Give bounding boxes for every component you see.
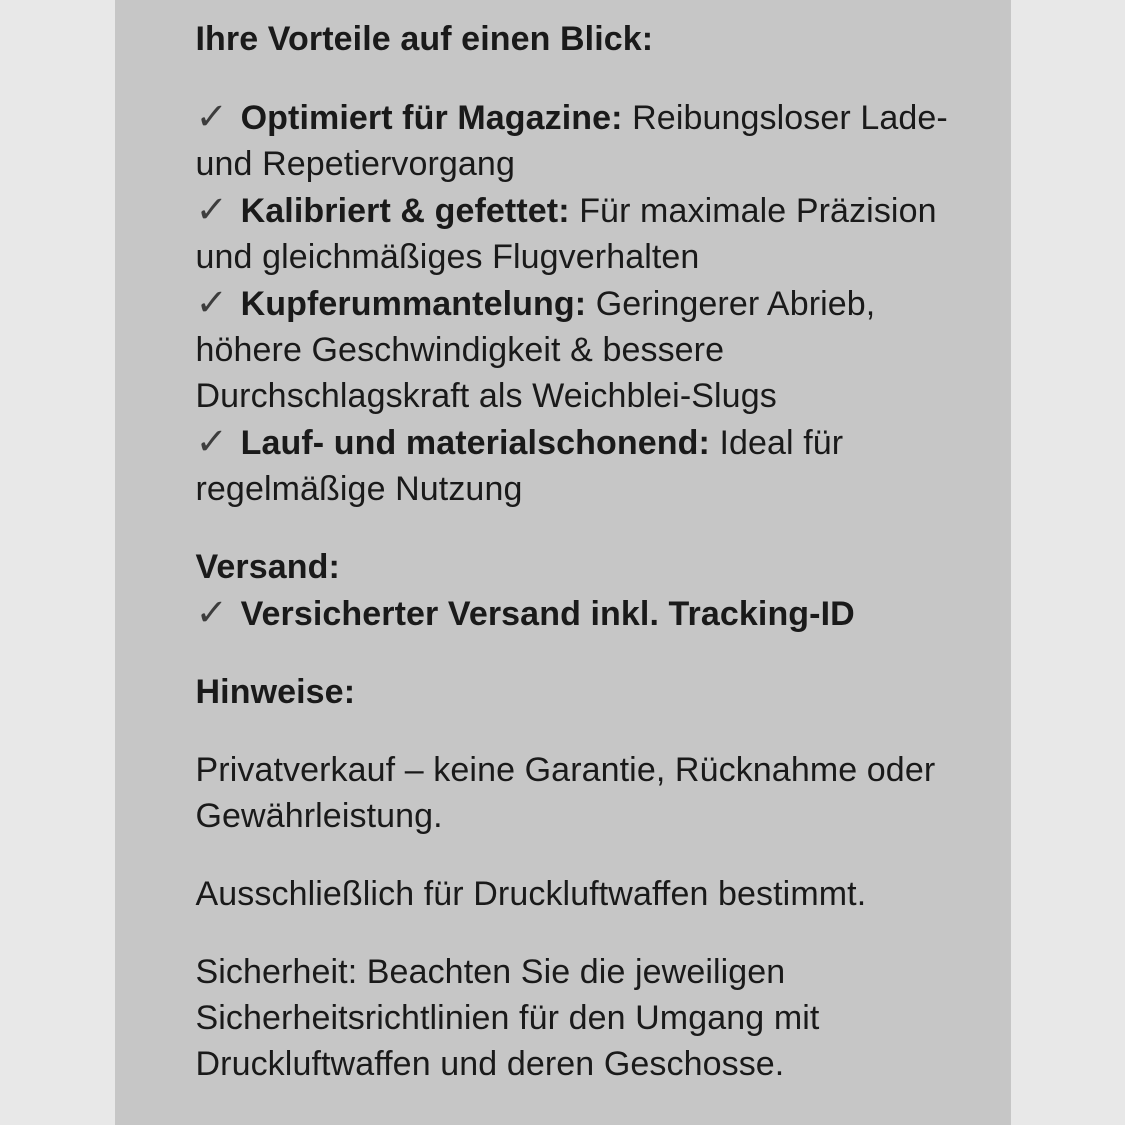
checkmark-icon: ✓ (194, 591, 229, 634)
benefit-text: Reibungsloser Lade- und Repetiervorgang (195, 99, 948, 183)
note-paragraph: Ausschließlich für Druckluftwaffen bestimmt. (195, 875, 867, 913)
benefit-label: Kalibriert & gefettet: (240, 192, 570, 230)
note-paragraph: Sicherheit: Beachten Sie die jeweiligen Sicherheitsrichtlinien für den Umgang mit Druckluftwaffen und deren Geschosse. (195, 953, 820, 1083)
shipping-heading: Versand: (195, 548, 340, 586)
shipping-item (196, 590, 961, 637)
benefit-item (196, 94, 961, 187)
note-paragraph: Privatverkauf – keine Garantie, Rücknahme oder Gewährleistung. (195, 751, 936, 835)
benefit-text: Für maximale Präzision und gleichmäßiges Flugverhalten (195, 192, 937, 276)
checkmark-icon: ✓ (194, 281, 229, 324)
checkmark-icon: ✓ (194, 188, 229, 231)
checkmark-icon: ✓ (194, 420, 229, 463)
description-panel (115, 0, 1011, 1125)
benefit-item (196, 280, 961, 419)
benefit-text: Geringerer Abrieb, höhere Geschwindigkeit & bessere Durchschlagskraft als Weichblei-Slugs (195, 285, 876, 415)
benefit-label: Kupferummantelung: (240, 285, 587, 323)
benefit-text: Ideal für regelmäßige Nutzung (195, 424, 844, 508)
benefit-label: Lauf- und materialschonend: (240, 424, 710, 462)
benefit-label: Optimiert für Magazine: (240, 99, 623, 137)
shipping-item-text: Versicherter Versand inkl. Tracking-ID (240, 595, 855, 633)
notes-heading: Hinweise: (195, 673, 356, 711)
benefit-item (196, 419, 961, 512)
checkmark-icon: ✓ (194, 95, 229, 138)
shipping-section (196, 544, 961, 637)
benefits-list (196, 94, 961, 512)
benefits-heading: Ihre Vorteile auf einen Blick: (195, 20, 654, 58)
benefit-item (196, 187, 961, 280)
